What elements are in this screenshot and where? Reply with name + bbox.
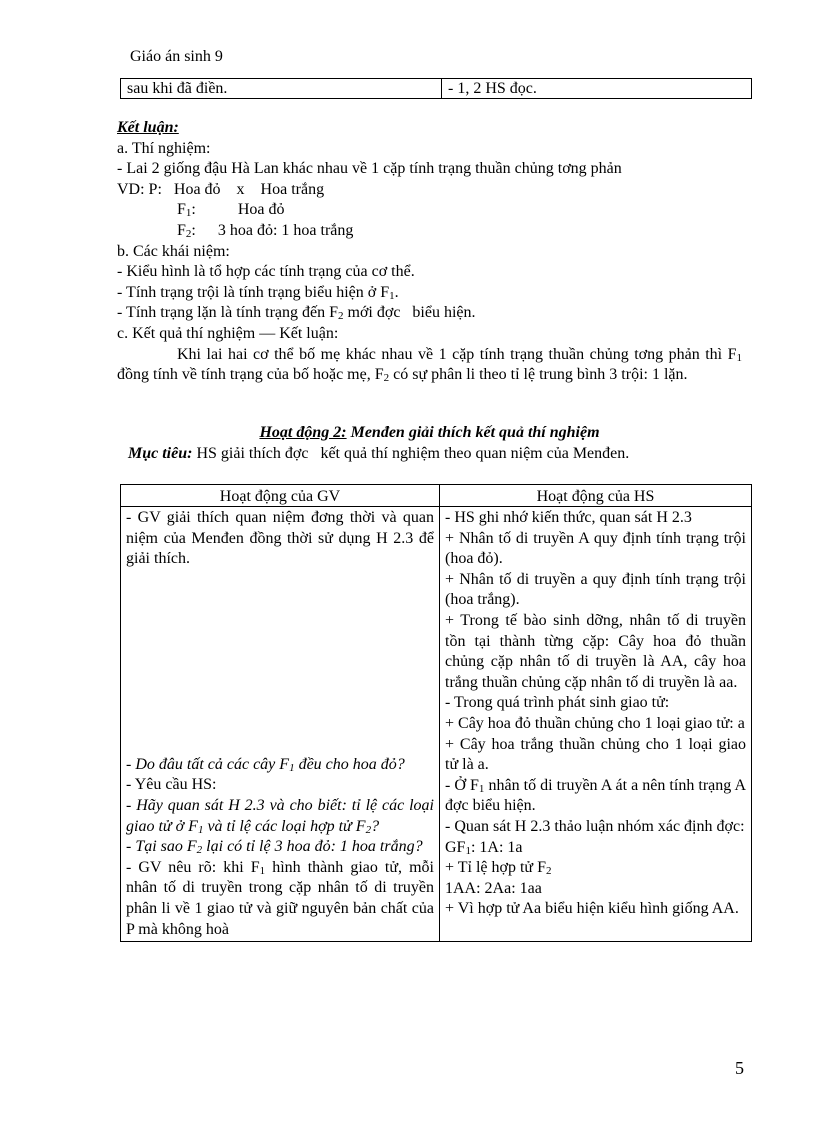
text-span: mới đợc biểu hiện. [343, 304, 476, 322]
gv-paragraph: - GV giải thích quan niệm đơng thời và quan niệm của Menđen đồng thời sử dụng H 2.3 để giải thích. [126, 509, 434, 568]
table-row [121, 507, 752, 942]
section-heading: a. Thí nghiệm: [117, 139, 211, 157]
page-number: 5 [735, 1058, 744, 1078]
text-span: Khi lai hai cơ thể bố mẹ khác nhau về 1 cặp tính trạng thuần chủng tơng phản thì F [177, 345, 737, 363]
gv-question [126, 796, 434, 837]
gv-question [126, 837, 434, 858]
subscript: 2 [365, 823, 372, 836]
gv-question [126, 755, 434, 776]
column-header-gv: Hoạt động của GV [121, 485, 440, 507]
hs-line: - HS ghi nhớ kiến thức, quan sát H 2.3 [445, 509, 692, 526]
text-span: lại có tỉ lệ 3 hoa đỏ: 1 hoa trắng? [202, 838, 423, 856]
example-line: VD: P: Hoa đỏ x Hoa trắng [117, 180, 325, 198]
text-line [117, 303, 742, 324]
hs-line: - Trong quá trình phát sinh giao tử: [445, 694, 670, 712]
text-span: hình thành giao tử, mỗi nhân tố di truyền trong cặp nhân tố di truyền phân li về 1 giao tử và giữ nguyên bản chất của P mà không hoà [126, 858, 434, 938]
activity-title [117, 424, 742, 442]
column-header-hs: Hoạt động của HS [440, 485, 752, 507]
text-span: - Tại sao F [126, 838, 197, 856]
hs-line: + Cây hoa đỏ thuần chủng cho 1 loại giao tử: a [445, 714, 745, 732]
continuation-table [120, 78, 752, 99]
f2-label: F [177, 221, 186, 239]
text-span: nhân tố di truyền A át a nên tính trạng A đợc biểu hiện. [445, 776, 747, 815]
text-span: - Do đâu tất cả các cây F [126, 755, 290, 773]
subscript: 2 [545, 865, 552, 878]
subscript: 1 [478, 782, 485, 795]
hs-line: + Vì hợp tử Aa biểu hiện kiểu hình giống AA. [445, 900, 739, 918]
subscript: 2 [196, 844, 203, 857]
hs-line [445, 776, 746, 817]
hs-line: + Nhân tố di truyền a quy định tính trạng trội (hoa trắng). [445, 570, 746, 609]
hs-line: + Cây hoa trắng thuần chủng cho 1 loại giao tử là a. [445, 735, 746, 774]
gv-paragraph [126, 858, 434, 940]
text-line: - Lai 2 giống đậu Hà Lan khác nhau về 1 cặp tính trạng thuần chủng tơng phản [117, 160, 622, 178]
goal-text: HS giải thích đợc kết quả thí nghiệm theo quan niệm của Menđen. [192, 445, 630, 462]
subscript: 1 [289, 761, 295, 774]
activity-name: Menđen giải thích kết quả thí nghiệm [346, 424, 600, 441]
hs-cell [440, 507, 752, 942]
conclusion-section [117, 118, 742, 386]
gv-paragraph: - Yêu cầu HS: [126, 776, 217, 794]
goal-line [128, 445, 753, 463]
conclusion-title: Kết luận: [117, 119, 179, 136]
table-header-row [121, 485, 752, 507]
subscript: 1 [736, 351, 742, 364]
f1-text: Hoa đỏ [237, 201, 285, 219]
hs-line: 1AA: 2Aa: 1aa [445, 879, 542, 897]
hs-line [445, 858, 746, 879]
f2-line: $F_2$: 3 hoa đỏ: 1 hoa trắng [177, 221, 354, 240]
section-heading: b. Các khái niệm: [117, 242, 230, 260]
text-span: - Hãy quan sát H 2.3 và cho biết: tỉ lệ các loại giao tử ở F [126, 796, 434, 835]
text-span: + Tỉ lệ hợp tử F [445, 859, 546, 877]
text-span: và tỉ lệ các loại hợp tử F [203, 817, 366, 835]
text-span: - Tính trạng lặn là tính trạng đến F [117, 304, 338, 322]
goal-label: Mục tiêu: [128, 445, 193, 462]
table-row [121, 79, 752, 99]
document-header: Giáo án sinh 9 [130, 48, 223, 65]
activity-label: Hoạt động 2: [259, 424, 347, 441]
subscript: 1 [465, 844, 471, 857]
subscript: 2 [383, 372, 390, 385]
f2-text: 3 hoa đỏ: 1 hoa trắng [217, 221, 354, 239]
text-span: GF [445, 838, 466, 856]
hs-line: - Quan sát H 2.3 thảo luận nhóm xác định đợc: [445, 817, 745, 835]
text-line [117, 283, 742, 304]
subscript: 1 [389, 289, 395, 302]
hs-line: + Nhân tố di truyền A quy định tính trạng trội (hoa đỏ). [445, 529, 746, 568]
text-span: . [394, 283, 399, 301]
subscript: 1 [259, 864, 266, 877]
gv-cell [121, 507, 440, 942]
conclusion-paragraph [117, 345, 742, 386]
table-cell: sau khi đã điền. [121, 79, 442, 99]
section-heading: c. Kết quả thí nghiệm — Kết luận: [117, 324, 339, 342]
subscript: 2 [338, 310, 344, 323]
text-span: - GV nêu rõ: khi F [126, 858, 260, 876]
spacer [126, 570, 434, 755]
text-line: - Kiểu hình là tổ hợp các tính trạng của cơ thể. [117, 263, 415, 281]
f1-label: F [177, 201, 186, 219]
text-span: đều cho hoa đỏ? [294, 755, 405, 773]
text-span: - Tính trạng trội là tính trạng biểu hiện ở F [117, 283, 390, 301]
text-span: có sự phân li theo tỉ lệ trung bình 3 trội: 1 lặn. [389, 366, 688, 384]
text-span: - Ở F [445, 776, 479, 794]
hs-line [445, 838, 746, 859]
text-span: : 1A: 1a [470, 838, 523, 856]
activity-table [120, 484, 752, 942]
text-span: ? [371, 817, 380, 835]
subscript: 1 [197, 823, 204, 836]
hs-line: + Trong tế bào sinh dỡng, nhân tố di truyền tồn tại thành từng cặp: Cây hoa đỏ thuần chủng cặp nhân tố di truyền là AA, cây hoa trắng thuần chủng cặp nhân tố di truyền là aa. [445, 611, 746, 691]
subscript: 1 [185, 207, 192, 220]
subscript: 2 [185, 227, 192, 240]
table-cell: - 1, 2 HS đọc. [442, 79, 752, 99]
text-span: đồng tính về tính trạng của bố hoặc mẹ, F [117, 366, 384, 384]
f1-line: $F_1$: Hoa đỏ [177, 201, 285, 220]
